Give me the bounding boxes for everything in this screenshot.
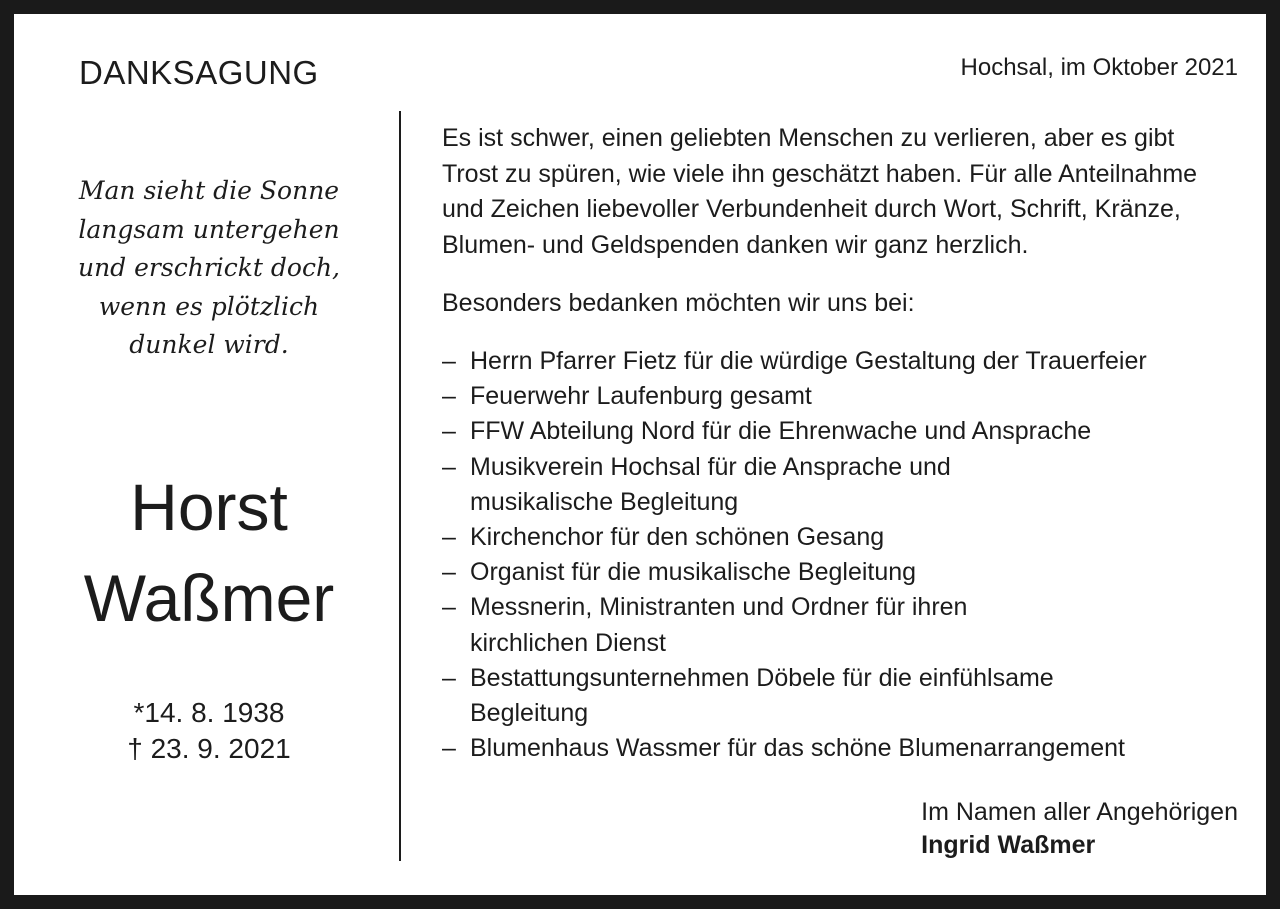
list-item-line: – FFW Abteilung Nord für die Ehrenwache und Ansprache [470, 417, 1092, 446]
intro-line: Blumen- und Geldspenden danken wir ganz herzlich. [442, 230, 1029, 259]
list-item-line: – Blumenhaus Wassmer für das schöne Blumenarrangement [470, 734, 1125, 763]
list-item [442, 414, 1252, 449]
list-item [442, 450, 1252, 520]
last-name: Waßmer [83, 561, 335, 635]
poem-line: langsam untergehen [78, 214, 340, 244]
closing-signature [921, 796, 1238, 862]
signer-name: Ingrid Waßmer [921, 831, 1096, 859]
poem-line: wenn es plötzlich [98, 291, 320, 321]
list-item [442, 731, 1252, 766]
death-date: † 23. 9. 2021 [127, 733, 291, 764]
intro-line: und Zeichen liebevoller Verbundenheit durch Wort, Schrift, Kränze, [442, 195, 1181, 223]
list-item-line: – Bestattungsunternehmen Döbele für die einfühlsame [470, 663, 1054, 692]
intro-line: Trost zu spüren, wie viele ihn geschätzt haben. Für alle Anteilnahme [442, 159, 1198, 188]
list-item-line: musikalische Begleitung [470, 487, 739, 516]
first-name: Horst [130, 470, 288, 544]
list-item [442, 661, 1252, 731]
poem [34, 172, 384, 365]
list-item [442, 590, 1252, 660]
poem-line: dunkel wird. [129, 330, 289, 359]
vertical-divider [399, 111, 401, 861]
list-item [442, 555, 1252, 590]
list-item-line: – Herrn Pfarrer Fietz für die würdige Gestaltung der Trauerfeier [470, 347, 1147, 375]
thanks-list [442, 344, 1252, 766]
poem-line: Man sieht die Sonne [78, 176, 340, 205]
thanks-intro: Besonders bedanken möchten wir uns bei: [442, 289, 915, 317]
intro-paragraph [442, 121, 1252, 263]
list-item [442, 379, 1252, 414]
poem-line: und erschrickt doch, [77, 253, 341, 282]
list-item-line: – Feuerwehr Laufenburg gesamt [470, 382, 812, 411]
list-item-line: Begleitung [470, 699, 589, 728]
list-item [442, 520, 1252, 555]
page-title: DANKSAGUNG [79, 54, 319, 91]
list-item-line: – Musikverein Hochsal für die Ansprache und [470, 452, 951, 481]
list-item [442, 344, 1252, 379]
closing-line: Im Namen aller Angehörigen [921, 798, 1238, 826]
list-item-line: – Organist für die musikalische Begleitung [470, 558, 917, 587]
place-date: Hochsal, im Oktober 2021 [960, 54, 1238, 81]
list-item-line: – Messnerin, Ministranten und Ordner für ihren [470, 593, 968, 622]
obituary-card [14, 14, 1266, 895]
list-item-line: – Kirchenchor für den schönen Gesang [470, 523, 885, 552]
birth-date: *14. 8. 1938 [133, 697, 285, 728]
life-dates [34, 695, 384, 767]
list-item-line: kirchlichen Dienst [470, 628, 666, 657]
intro-line: Es ist schwer, einen geliebten Menschen zu verlieren, aber es gibt [442, 124, 1175, 152]
deceased-name [34, 462, 384, 644]
